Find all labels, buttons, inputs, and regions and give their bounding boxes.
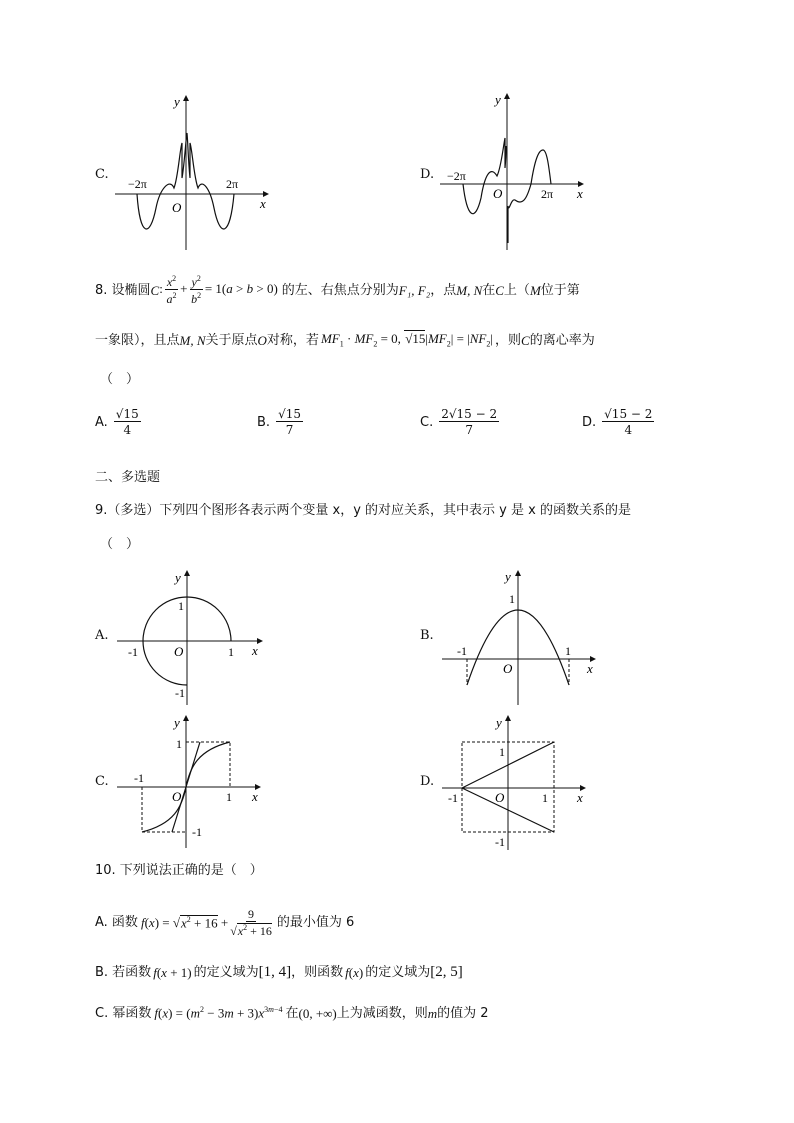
- q10-c-mid2: 上为减函数，则: [336, 1005, 428, 1021]
- q8-line1: [95, 274, 580, 306]
- q10-b-f2: f(x): [345, 964, 364, 980]
- q7-graph-c: [110, 88, 280, 258]
- q10-c-end: 的值为 2: [437, 1005, 489, 1021]
- q9d-x: x: [577, 790, 583, 805]
- q9-stem: 9.（多选）下列四个图形各表示两个变量 x，y 的对应关系，其中表示 y 是 x 的函数关系的是: [95, 503, 631, 518]
- q8-mid4: 上（: [503, 282, 530, 298]
- q9a-xone: 1: [228, 645, 234, 659]
- q8-option-c-num: 2√15 − 2: [441, 407, 498, 421]
- q10-a-suffix: 的最小值为 6: [276, 914, 355, 930]
- q8-option-d-letter: D.: [582, 414, 597, 430]
- q9c-yneg: -1: [192, 825, 202, 839]
- q8-points: M, N: [456, 282, 483, 298]
- section-title-multi-choice: 二、多选题: [95, 470, 161, 485]
- q8-line1-end: 位于第: [540, 282, 580, 298]
- q9a-x: x: [252, 643, 258, 658]
- q10-b-prefix: B. 若函数: [95, 964, 152, 980]
- q9b-x: x: [587, 661, 593, 676]
- q10-b-int1: [1, 4]: [258, 963, 292, 980]
- q8-option-b: [257, 408, 305, 436]
- q9d-negone: -1: [448, 791, 458, 805]
- q9a-y: y: [175, 570, 181, 585]
- q10-stem: 10. 下列说法正确的是（ ）: [95, 863, 263, 878]
- q9d-y: y: [496, 715, 502, 730]
- q8-line2-end2: 的离心率为: [529, 332, 595, 348]
- q9b-o: O: [503, 661, 513, 676]
- q10-a-formula: f ( x ) = √ $x^2 + 16$ + $\frac{9}{√x^2 + 16}$: [140, 906, 272, 938]
- q8-option-a-num: √15: [115, 407, 139, 421]
- q9c-xone: 1: [226, 790, 232, 804]
- q7-option-c-label: C.: [95, 167, 109, 182]
- q8-option-d-den: 4: [624, 423, 633, 437]
- q8-option-c-letter: C.: [420, 414, 434, 430]
- q8-option-d-num: √15 − 2: [604, 407, 653, 421]
- graph-c-o: O: [172, 200, 182, 215]
- q10-c-int: (0, +∞): [298, 1005, 337, 1021]
- q10-c-formula: $f(x) = (m^2 - 3m + 3)x^{3m-4}$: [154, 1005, 283, 1021]
- q9c-one: 1: [176, 737, 182, 751]
- q8-curve-2: C: [495, 282, 504, 298]
- q8-mid3: 在: [482, 282, 496, 298]
- q9-graph-d: [437, 712, 592, 854]
- q9a-yneg: -1: [175, 686, 185, 700]
- q8-line2-prefix: 一象限），且点: [95, 332, 180, 348]
- q10-option-a: [95, 902, 354, 942]
- q8-origin: O: [257, 332, 267, 348]
- q8-option-b-num: √15: [278, 407, 301, 421]
- graph-c-x: x: [260, 196, 266, 211]
- q10-c-m: m: [427, 1005, 438, 1021]
- q8-ellipse-eq: : $\frac{x^2}{a^2}$ + $\frac{y^2}{b^2}$ = 1(a > b > 0): [159, 274, 278, 306]
- q9c-negone: -1: [134, 771, 144, 785]
- q9-graph-c: [112, 712, 267, 852]
- q8-foci: F₁, F₂: [398, 282, 431, 298]
- q8-paren: （ ）: [100, 372, 140, 387]
- q9b-one: 1: [509, 592, 515, 606]
- q8-option-a: [95, 408, 143, 436]
- q9-option-a-label: A.: [95, 628, 109, 643]
- q10-b-mid3: 的定义域为: [365, 964, 431, 980]
- q10-b-int2: [2, 5]: [430, 963, 463, 980]
- q9c-y: y: [174, 715, 180, 730]
- q8-curve-3: C: [521, 332, 530, 348]
- q10-a-prefix: A. 函数: [95, 914, 138, 930]
- graph-c-y: y: [174, 94, 180, 109]
- q10-b-mid2: ，则函数: [291, 964, 344, 980]
- q8-option-b-den: 7: [285, 423, 294, 437]
- q7-graph-d: [435, 88, 595, 258]
- graph-d-y: y: [495, 92, 501, 107]
- q8-points-2: M, N: [179, 332, 206, 348]
- q9b-y: y: [505, 569, 511, 584]
- q10-c-mid: 在: [285, 1005, 299, 1021]
- q9-option-b-label: B.: [420, 628, 434, 643]
- q8-option-a-den: 4: [123, 423, 132, 437]
- graph-c-neg: −2π: [128, 177, 147, 191]
- q7-option-d-label: D.: [420, 167, 435, 182]
- q10-option-b: [95, 963, 463, 981]
- graph-d-o: O: [493, 186, 503, 201]
- q9c-o: O: [172, 789, 182, 804]
- graph-d-neg: −2π: [447, 169, 466, 183]
- q8-mid: 的左、右焦点分别为: [281, 282, 399, 298]
- q9a-o: O: [174, 644, 184, 659]
- q9a-one: 1: [178, 599, 184, 613]
- q9d-xone: 1: [542, 791, 548, 805]
- q9-option-c-label: C.: [95, 774, 109, 789]
- q9-graph-a: [112, 565, 272, 710]
- q8-option-c-den: 7: [465, 423, 473, 437]
- q9c-x: x: [252, 789, 258, 804]
- q9b-negone: -1: [457, 644, 467, 658]
- q9d-one: 1: [499, 745, 505, 759]
- q9d-yneg: -1: [495, 835, 505, 849]
- q8-prefix: 8. 设椭圆: [95, 282, 151, 298]
- q8-line2-mid: 关于原点: [205, 332, 258, 348]
- q8-option-a-letter: A.: [95, 414, 108, 430]
- q9b-xone: 1: [565, 644, 571, 658]
- q8-mid2: ，点: [430, 282, 457, 298]
- q8-m: M: [529, 282, 541, 298]
- q8-option-b-letter: B.: [257, 414, 271, 430]
- q8-line2: [95, 330, 595, 350]
- graph-d-pos: 2π: [541, 187, 554, 201]
- q10-b-f1: f(x + 1): [153, 964, 192, 980]
- q8-option-d: [582, 408, 656, 436]
- q9-paren: （ ）: [100, 537, 140, 552]
- q10-option-c: [95, 1004, 489, 1022]
- q9-graph-b: [437, 565, 602, 710]
- q8-option-c: [420, 408, 501, 436]
- q9a-negone: -1: [128, 645, 138, 659]
- q8-line2-end1: ，则: [495, 332, 522, 348]
- q10-c-prefix: C. 幂函数: [95, 1005, 152, 1021]
- q8-curve: C: [150, 282, 160, 298]
- graph-d-x: x: [577, 186, 583, 201]
- q8-line2-mid2: 对称，若: [266, 332, 319, 348]
- q9-option-d-label: D.: [420, 774, 435, 789]
- q10-b-mid: 的定义域为: [193, 964, 259, 980]
- graph-c-pos: 2π: [226, 177, 239, 191]
- q8-vector-condition: $MF_1 \cdot MF_2 = 0$, $√15|MF_2| = |NF_2|$: [320, 330, 493, 349]
- q9d-o: O: [495, 790, 505, 805]
